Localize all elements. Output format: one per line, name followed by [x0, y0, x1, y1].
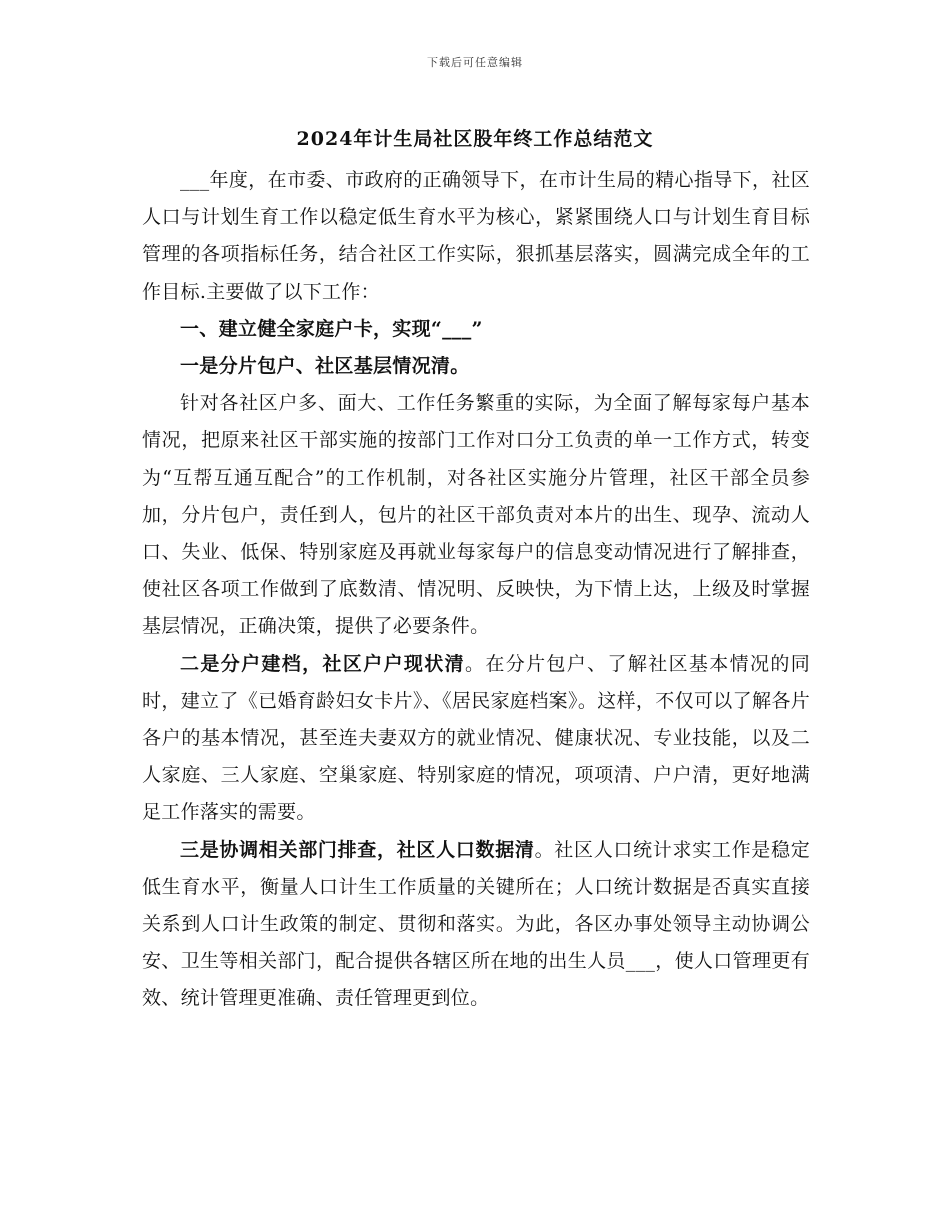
section-heading-1: 一、建立健全家庭户卡，实现“___”	[180, 317, 483, 340]
intro-paragraph: ___年度，在市委、市政府的正确领导下，在市计生局的精心指导下，社区人口与计划生育工作以稳定低生育水平为核心，紧紧围绕人口与计划生育目标管理的各项指标任务，结合社区工作实际，狠抓基层落实，圆满完成全年的工作目标.主要做了以下工作：	[142, 169, 810, 303]
subsection-body-2: 。在分片包户、了解社区基本情况的同时，建立了《已婚育龄妇女卡片》、《居民家庭档案》。这样，不仅可以了解各片各户的基本情况，甚至连夫妻双方的就业情况、健康状况、专业技能，以及二人家庭、三人家庭、空巢家庭、特别家庭的情况，项项清、户户清，更好地满足工作落实的需要。	[142, 652, 811, 824]
subsection-paragraph-3	[142, 832, 810, 1018]
subsection-lead-2: 二是分户建档，社区户户现状清	[180, 652, 465, 675]
header-note: 下载后可任意编辑	[427, 56, 523, 69]
subsection-heading-1: 一是分片包户、社区基层情况清。	[180, 355, 470, 378]
subsection-paragraph-2	[142, 646, 810, 832]
subsection-lead-3: 三是协调相关部门排查，社区人口数据清	[180, 838, 535, 861]
document-body	[142, 162, 810, 1018]
subsection-body-3: 。社区人口统计求实工作是稳定低生育水平，衡量人口计生工作质量的关键所在；人口统计数据是否真实直接关系到人口计生政策的制定、贯彻和落实。为此，各区办事处领导主动协调公安、卫生等相关部门，配合提供各辖区所在地的出生人员___，使人口管理更有效、统计管理更准确、责任管理更到位。	[142, 838, 811, 1010]
document-title: 2024年计生局社区股年终工作总结范文	[296, 128, 654, 150]
subsection-body-1: 针对各社区户多、面大、工作任务繁重的实际，为全面了解每家每户基本情况，把原来社区干部实施的按部门工作对口分工负责的单一工作方式，转变为“互帮互通互配合”的工作机制，对各社区实施分片管理，社区干部全员参加，分片包户，责任到人，包片的社区干部负责对本片的出生、现孕、流动人口、失业、低保、特别家庭及再就业每家每户的信息变动情况进行了解排查，使社区各项工作做到了底数清、情况明、反映快，为下情上达，上级及时掌握基层情况，正确决策，提供了必要条件。	[142, 392, 810, 638]
